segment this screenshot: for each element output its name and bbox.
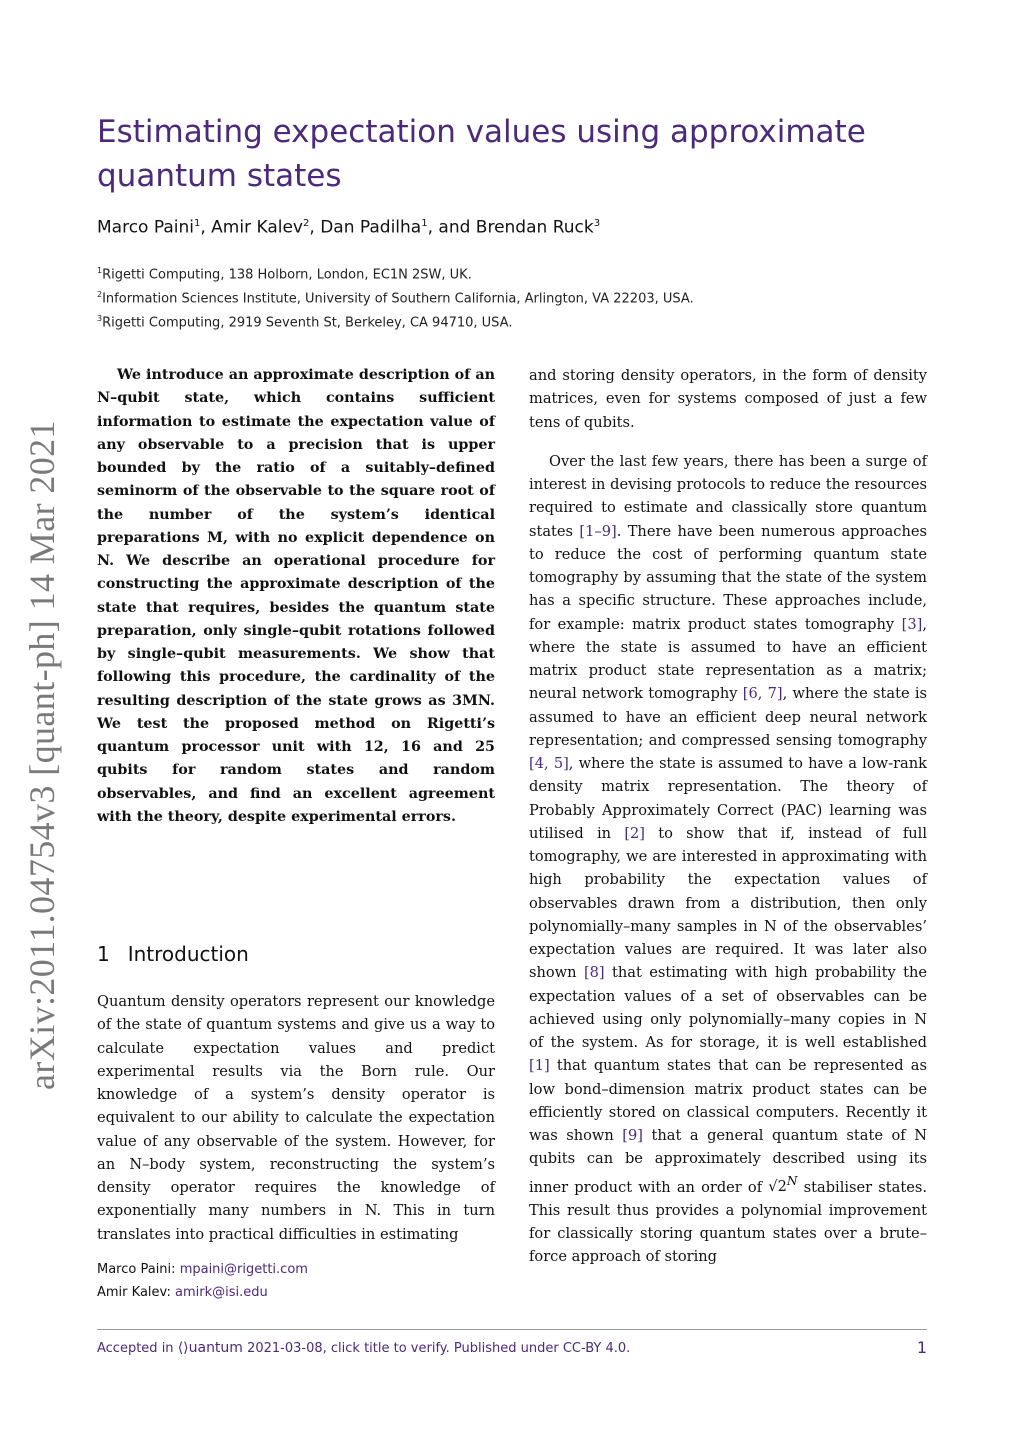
- page-number: 1: [916, 1338, 927, 1357]
- contact-label: Marco Paini:: [97, 1262, 176, 1277]
- author-affil-mark: 1: [193, 218, 201, 229]
- contact-row: [97, 1258, 308, 1281]
- text-run: . There have been numerous approaches to reduce the cost of performing quantum state tomography by assuming that the state of the system has a specific structure. These approaches include, for example: matrix product states tomography: [529, 522, 928, 633]
- text-run: that estimating with high probability the expectation values of a set of observables can be achieved using only polynomially–many copies in N of the system. As for storage, it is well established: [529, 964, 927, 1051]
- author-separator: , and: [427, 217, 476, 238]
- affiliation-number: 3: [97, 314, 103, 323]
- citation-link[interactable]: [8]: [583, 964, 605, 982]
- citation-link[interactable]: [2]: [624, 824, 645, 842]
- text-run: Over the last few years, there has been a surge of interest in devising protocols to reduce the resources required to estimate and classically store quantum states: [529, 452, 927, 540]
- text-run: , where the state is assumed to have an efficient deep neural network representation; and compressed sensing tomography: [529, 685, 927, 749]
- affiliation: [97, 262, 472, 284]
- affiliation: [97, 310, 512, 332]
- section-number: 1: [97, 942, 110, 966]
- right-column: [529, 364, 927, 1268]
- citation-link[interactable]: [1–9]: [579, 522, 617, 540]
- abstract: [97, 364, 495, 829]
- email-link[interactable]: amirk@isi.edu: [175, 1285, 268, 1300]
- footer-prefix: Accepted in: [97, 1341, 174, 1356]
- author-name: Dan Padilha: [320, 217, 422, 238]
- contact-row: [97, 1281, 308, 1304]
- contact-info: [97, 1258, 308, 1304]
- affiliation-number: 2: [97, 290, 103, 299]
- author-name: Marco Paini: [97, 217, 194, 238]
- author-name: Brendan Ruck: [475, 217, 594, 238]
- author-list: [97, 212, 600, 240]
- text-run: that a general quantum state of N qubits can be approximately described using its inner product with an order of: [529, 1127, 927, 1196]
- section-title: Introduction: [127, 942, 249, 966]
- author-name: Amir Kalev: [211, 217, 303, 238]
- intro-left-column: [97, 990, 495, 1246]
- author-separator: ,: [200, 217, 212, 238]
- text-run: that quantum states that can be represented as low bond–dimension matrix product states can be efficiently stored on classical computers. Recently it was shown: [529, 1057, 927, 1144]
- sqrt-symbol: √2: [768, 1178, 787, 1196]
- author-affil-mark: 1: [421, 218, 428, 229]
- text-run: , where the state is assumed to have a low-rank density matrix representation. The theory of Probably Approximately Correct (PAC) learning was utilised in: [529, 755, 927, 842]
- section-heading: [97, 940, 249, 968]
- author-affil-mark: 2: [303, 218, 310, 229]
- footer: [97, 1337, 927, 1360]
- right-paragraph-1: and storing density operators, in the form of density matrices, even for systems composed of just a few tens of qubits.: [529, 367, 927, 431]
- sqrt-expression: [768, 1174, 798, 1196]
- author-affil-mark: 3: [593, 218, 601, 229]
- text-run: stabiliser states. This result thus provides a polynomial improvement for classically storing quantum states over a brute–force approach of storing: [529, 1178, 927, 1266]
- text-run: to show that if, instead of full tomography, we are interested in approximating with high probability the expectation values of observables drawn from a distribution, then only polynomially–many samples in N of the observables’ expectation values are required. It was later also shown: [529, 824, 928, 982]
- email-link[interactable]: mpaini@rigetti.com: [179, 1262, 308, 1277]
- citation-link[interactable]: [1]: [529, 1057, 550, 1075]
- affiliation: [97, 286, 694, 308]
- affiliation-text: Rigetti Computing, 2919 Seventh St, Berkeley, CA 94710, USA.: [102, 315, 513, 331]
- quantum-logo-icon[interactable]: ⟨⟩uantum: [177, 1340, 243, 1356]
- citation-link[interactable]: [9]: [622, 1127, 643, 1144]
- sqrt-exponent: N: [786, 1174, 798, 1189]
- citation-link[interactable]: [3]: [901, 615, 923, 633]
- abstract-text: We introduce an approximate description of an N–qubit state, which contains sufficient information to estimate the expectation value of any observable to a precision that is upper bounded by the ratio of a suitably–defined seminorm of the observable to the square root of the number of the system’s identical preparations M, with no explicit dependence on N. We describe an operational procedure for constructing the approximate description of the state that requires, besides the quantum state preparation, only single–qubit rotations followed by single–qubit measurements. We show that following this procedure, the cardinality of the resulting description of the state grows as 3MN. We test the proposed method on Rigetti’s quantum processor unit with 12, 16 and 25 qubits for random states and random observables, and find an excellent agreement with the theory, despite experimental errors.: [97, 367, 495, 825]
- intro-paragraph: Quantum density operators represent our knowledge of the state of quantum systems and give us a way to calculate expectation values and predict experimental results via the Born rule. Our knowledge of a system’s density operator is equivalent to our ability to calculate the expectation value of any observable of the system. However, for an N–body system, reconstructing the system’s density operator requires the knowledge of exponentially many numbers in N. This in turn translates into practical difficulties in estimating: [97, 993, 495, 1243]
- arxiv-stamp: arXiv:2011.04754v3 [quant-ph] 14 Mar 2021: [22, 420, 62, 1090]
- affiliation-text: Rigetti Computing, 138 Holborn, London, EC1N 2SW, UK.: [102, 267, 472, 283]
- citation-link[interactable]: [4, 5]: [529, 755, 569, 772]
- contact-label: Amir Kalev:: [97, 1285, 171, 1300]
- author-separator: ,: [309, 217, 321, 238]
- right-paragraph-2: [529, 450, 927, 1269]
- citation-link[interactable]: [6, 7]: [742, 685, 783, 703]
- paper-title[interactable]: Estimating expectation values using approximate quantum states: [97, 114, 866, 194]
- footer-acceptance-text[interactable]: 2021-03-08, click title to verify. Published under CC-BY 4.0.: [247, 1341, 631, 1356]
- affiliation-number: 1: [97, 266, 103, 275]
- affiliation-text: Information Sciences Institute, University of Southern California, Arlington, VA 22203, USA.: [102, 291, 694, 307]
- text-run: , where the state is assumed to have an efficient matrix product state representation as a matrix; neural network tomography: [529, 615, 927, 703]
- footer-divider: [97, 1329, 927, 1330]
